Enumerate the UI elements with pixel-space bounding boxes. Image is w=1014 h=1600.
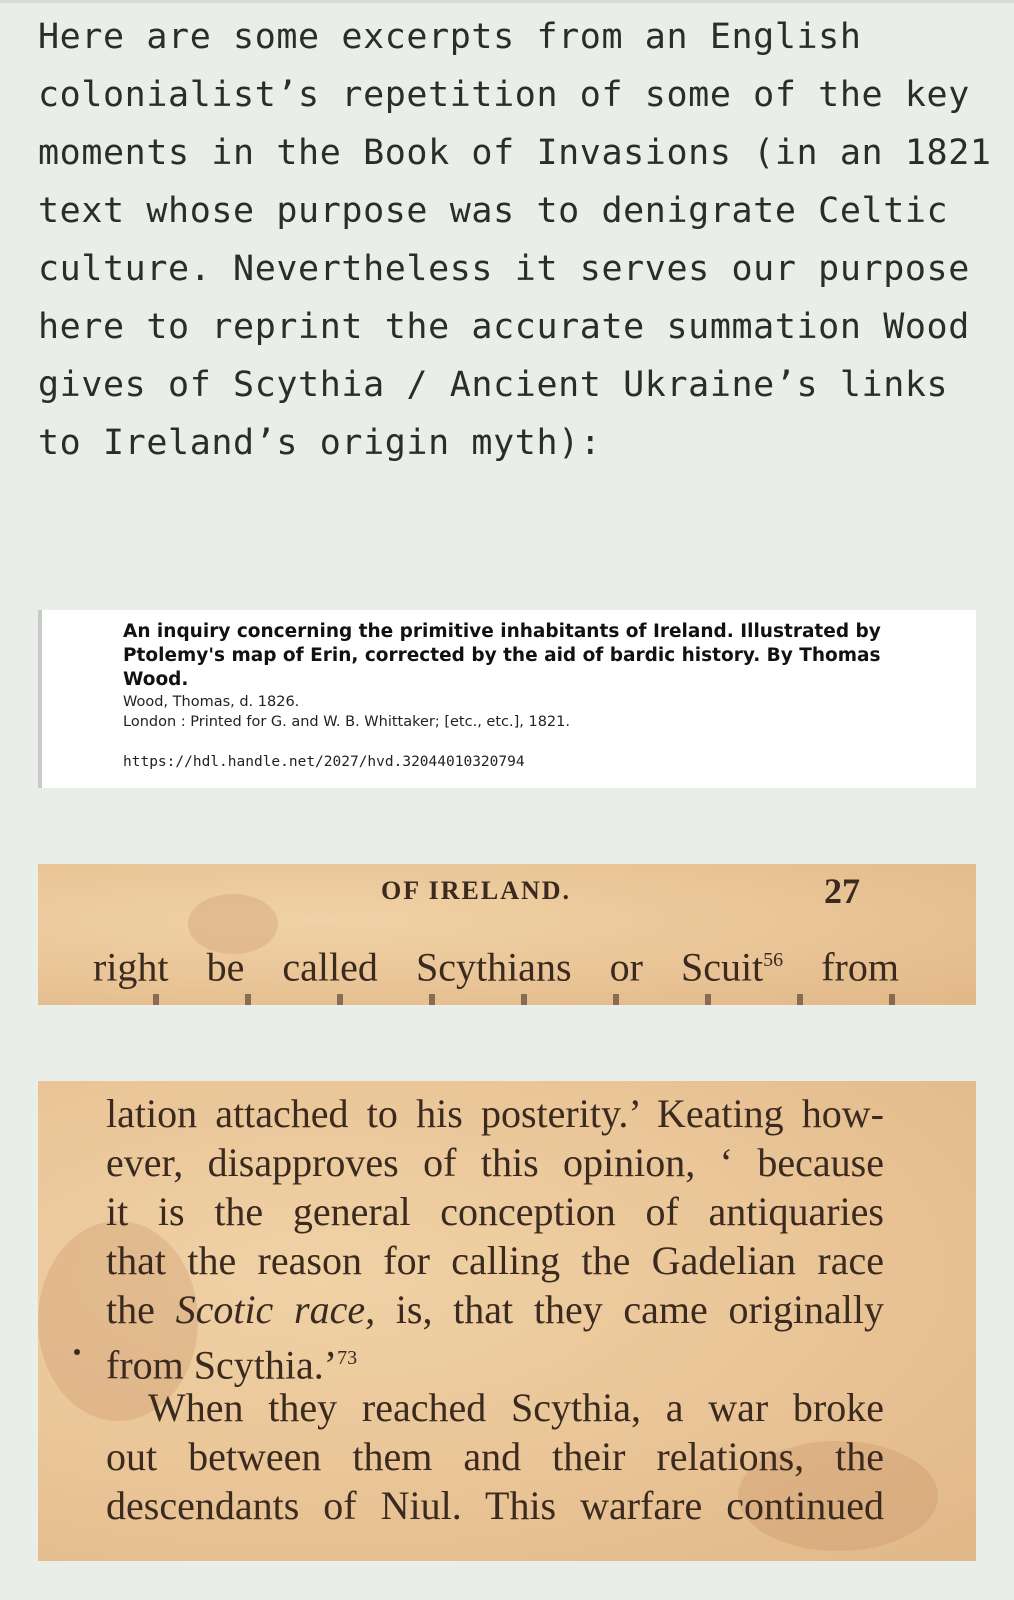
scan-text-segment: from Scythia.’ <box>106 1342 338 1388</box>
scan-text-line <box>106 1285 884 1334</box>
scan-text-segment: from <box>783 944 899 990</box>
citation-imprint: London : Printed for G. and W. B. Whittaker; [etc., etc.], 1821. <box>123 714 570 730</box>
citation-block <box>38 610 976 788</box>
scan-text-line: lation attached to his posterity.’ Keating how- <box>106 1091 884 1136</box>
scan-text-line <box>93 936 899 991</box>
running-head: OF IRELAND. <box>381 876 572 905</box>
footnote-marker: 73 <box>337 1347 358 1369</box>
scan-text-line: that the reason for calling the Gadelian race <box>106 1238 884 1283</box>
footnote-marker: 56 <box>763 949 784 971</box>
citation-link[interactable]: https://hdl.handle.net/2027/hvd.32044010320794 <box>123 754 525 770</box>
page-number: 27 <box>824 871 860 911</box>
book-scan-excerpt-1 <box>38 864 976 1005</box>
scan-text-line: out between them and their relations, the <box>106 1434 884 1479</box>
book-scan-excerpt-2 <box>38 1081 976 1561</box>
cropped-text-line <box>93 994 899 1005</box>
intro-paragraph: Here are some excerpts from an English colonialist’s repetition of some of the key moments in the Book of Invasions (in an 1821 text whose purpose was to denigrate Celtic culture. Nevertheless it serves our purpose here to reprint the accurate summation Wood gives of Scythia / Ancient Ukraine’s links to Ireland’s origin myth): <box>38 17 992 463</box>
citation-title: An inquiry concerning the primitive inhabitants of Ireland. Illustrated by Ptolemy's map of Erin, corrected by the aid of bardic history. By Thomas Wood. <box>123 621 881 690</box>
scan-text-line: ever, disapproves of this opinion, ‘ because <box>106 1140 884 1185</box>
citation-author: Wood, Thomas, d. 1826. <box>123 694 300 710</box>
scan-text-segment: is, that they came originally <box>375 1287 885 1332</box>
scan-text-segment: right be called Scythians or Scuit <box>93 944 764 990</box>
scan-italic-text: Scotic race, <box>175 1287 376 1332</box>
margin-mark <box>74 1349 80 1355</box>
scan-text-segment: the <box>106 1287 176 1332</box>
scan-text-line: descendants of Niul. This warfare continued <box>106 1483 884 1528</box>
scan-text-body <box>106 1089 884 1530</box>
top-divider <box>0 0 1014 3</box>
scan-text-line <box>106 1334 884 1388</box>
scan-text-line: it is the general conception of antiquaries <box>106 1189 884 1234</box>
scan-text-line: When they reached Scythia, a war broke <box>148 1385 884 1430</box>
